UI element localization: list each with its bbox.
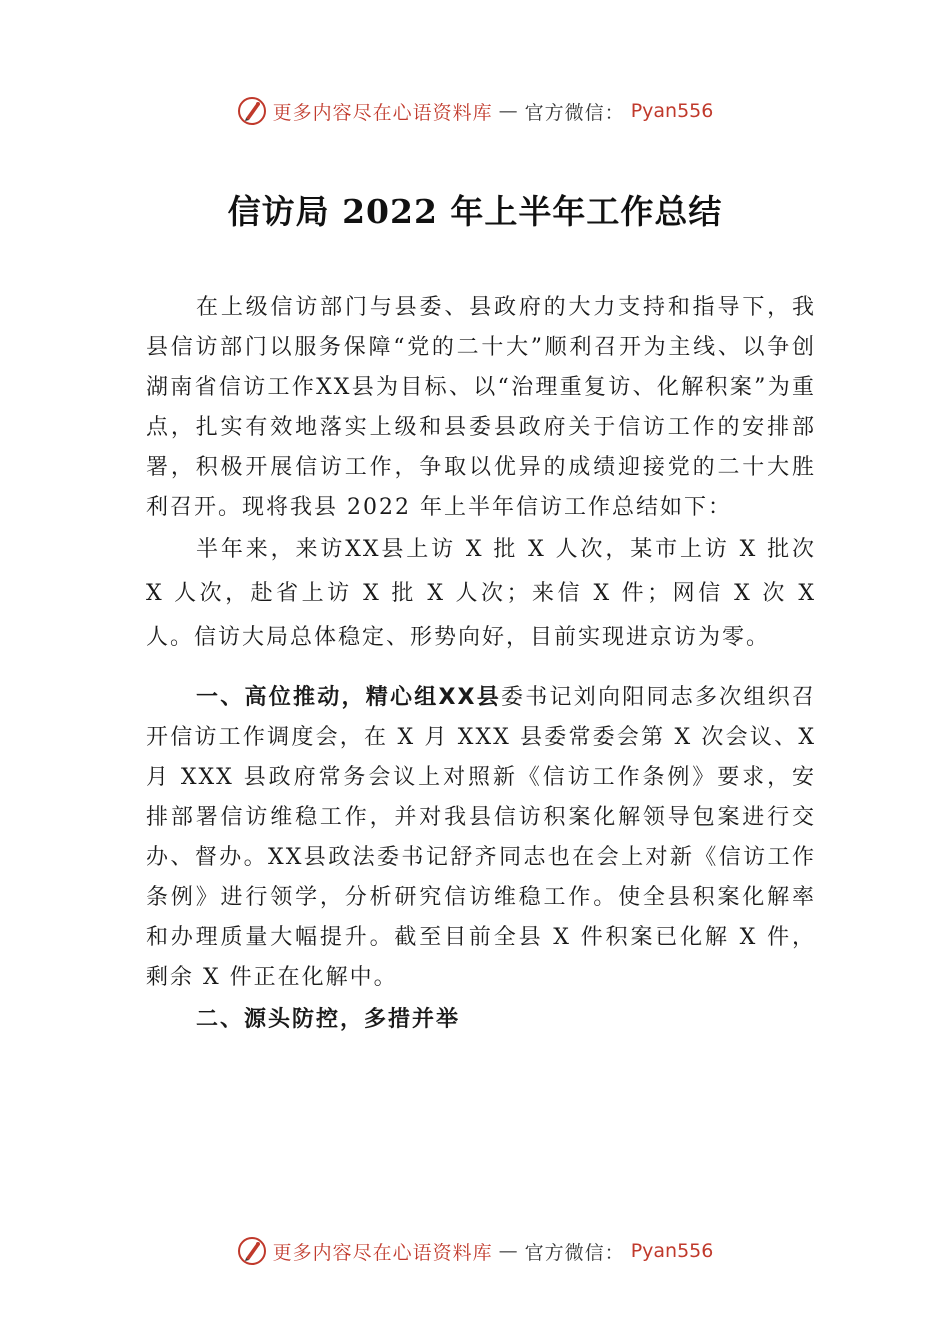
pen-logo-icon	[237, 1236, 267, 1266]
watermark-separator: —	[498, 100, 519, 122]
paragraph-stats: 半年来，来访XX县上访 X 批 X 人次，某市上访 X 批次 X 人次，赴省上访 X 批 X 人次；来信 X 件；网信 X 次 X 人。信访大局总体稳定、形势向好，目前实现进京访为零。	[146, 537, 816, 650]
watermark-wechat-label: 官方微信：	[524, 101, 625, 124]
section-2-heading: 二、源头防控，多措并举	[196, 1007, 461, 1032]
paragraph-section-1	[146, 678, 816, 998]
pen-logo-icon	[237, 96, 267, 126]
paragraph-intro: 在上级信访部门与县委、县政府的大力支持和指导下，我县信访部门以服务保障“党的二十大”顺利召开为主线、以争创湖南省信访工作XX县为目标、以“治理重复访、化解积案”为重点，扎实有效地落实上级和县委县政府关于信访工作的安排部署，积极开展信访工作，争取以优异的成绩迎接党的二十大胜利召开。现将我县 2022 年上半年信访工作总结如下：	[146, 295, 816, 520]
watermark-separator: —	[498, 1240, 519, 1262]
section-1-body: 委书记刘向阳同志多次组织召开信访工作调度会，在 X 月 XXX 县委常委会第 X 次会议、X 月 XXX 县政府常务会议上对照新《信访工作条例》要求，安排部署信访维稳工作，并对我县信访积案化解领导包案进行交办、督办。XX县政法委书记舒齐同志也在会上对新《信访工作条例》进行领学，分析研究信访维稳工作。使全县积案化解率和办理质量大幅提升。截至目前全县 X 件积案已化解 X 件，剩余 X 件正在化解中。	[146, 685, 816, 990]
watermark-text: 更多内容尽在心语资料库	[272, 101, 493, 124]
watermark-wechat-id: Pyan556	[630, 1240, 714, 1262]
watermark-footer	[0, 1236, 950, 1266]
watermark-wechat-label: 官方微信：	[524, 1241, 625, 1264]
document-title: 信访局 2022 年上半年工作总结	[227, 192, 723, 231]
watermark-header	[0, 96, 950, 126]
watermark-wechat-id: Pyan556	[630, 100, 714, 122]
section-1-heading: 一、高位推动，精心组XX县	[196, 685, 501, 710]
watermark-text: 更多内容尽在心语资料库	[272, 1241, 493, 1264]
document-body	[146, 288, 816, 1040]
paragraph-section-2	[146, 1000, 816, 1040]
